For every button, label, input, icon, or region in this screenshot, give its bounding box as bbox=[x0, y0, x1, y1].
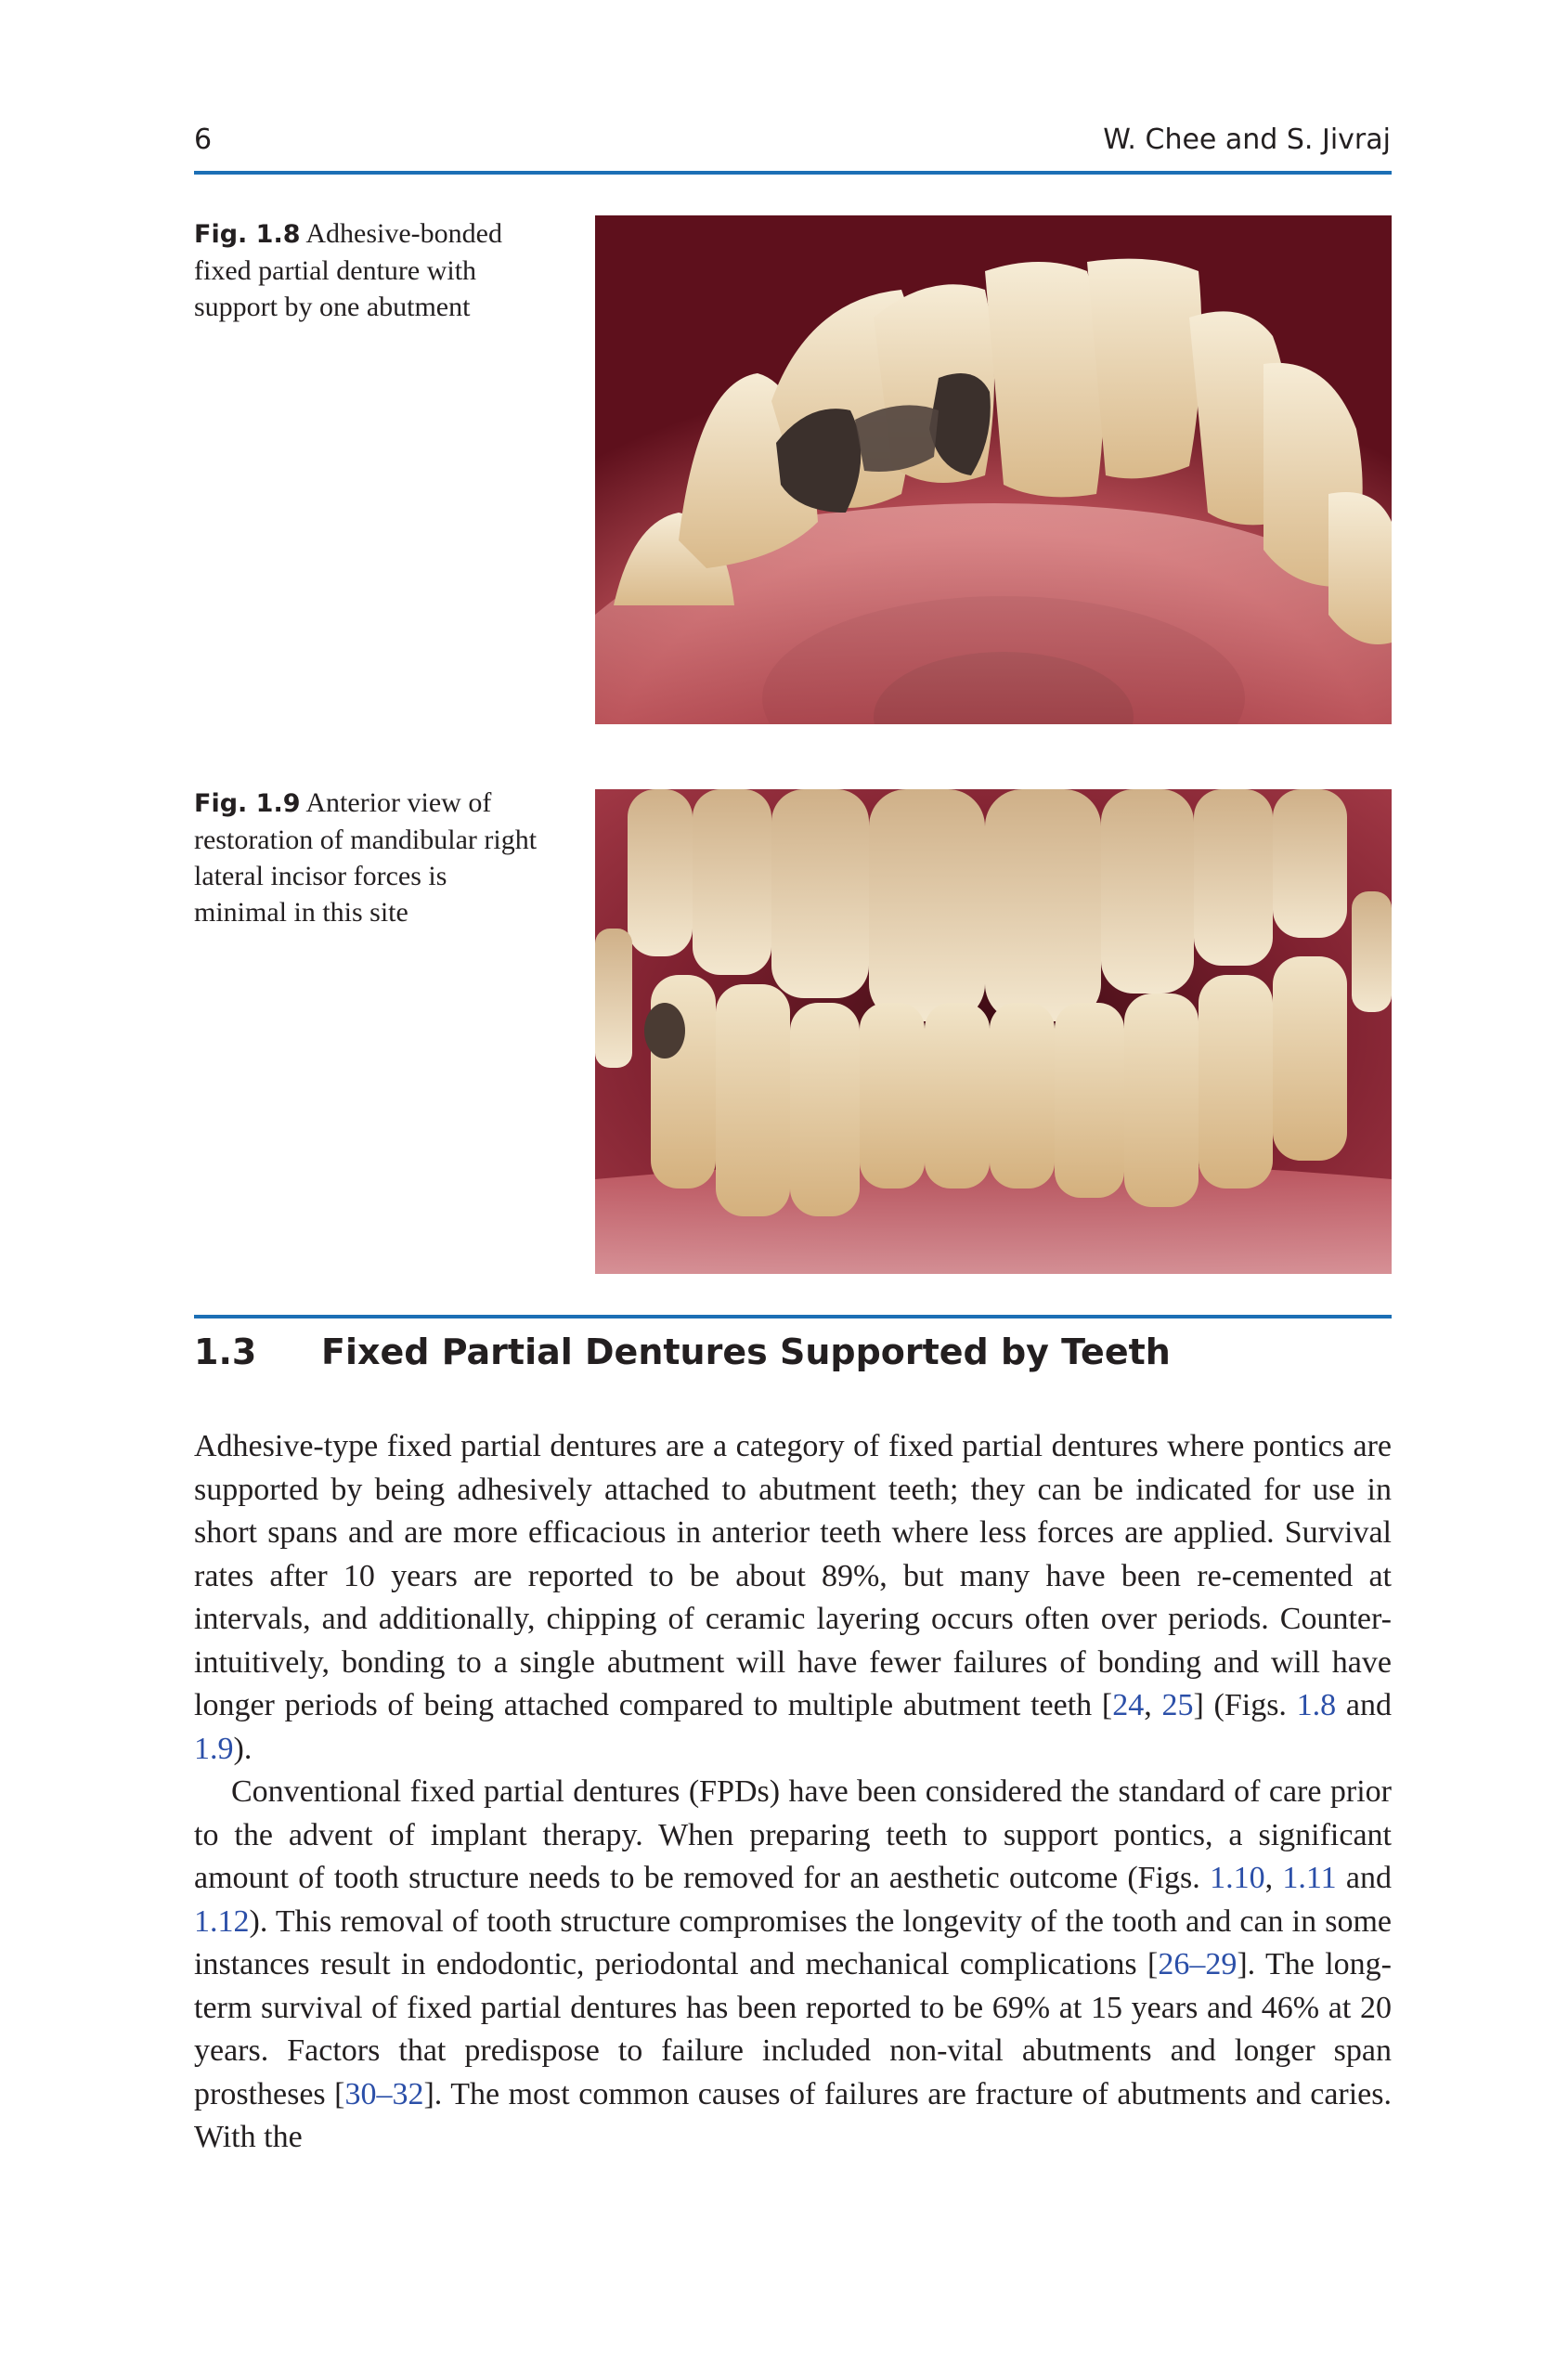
reference-link[interactable]: 1.12 bbox=[194, 1903, 250, 1939]
adhesive-bridge-occlusal-photo bbox=[595, 215, 1392, 724]
figure-caption-1-9 bbox=[194, 785, 538, 930]
body-paragraph-1 bbox=[194, 1425, 1392, 1771]
body-text-run: , bbox=[1264, 1861, 1283, 1895]
reference-link[interactable]: 24 bbox=[1112, 1688, 1145, 1722]
body-text-run: Conventional fixed partial dentures (FPDs) have been considered the standard of care prior to the advent of implant therapy. When preparing teeth to support pontics, a significant amount of tooth structure needs to be removed for an aesthetic outcome (Figs. bbox=[194, 1774, 1392, 1895]
body-text-run: , bbox=[1144, 1688, 1162, 1722]
reference-link[interactable]: 1.8 bbox=[1296, 1688, 1337, 1722]
body-text-run: ). This removal of tooth structure compromises the longevity of the tooth and can in some instances result in endodontic, periodontal and mechanical complications [ bbox=[194, 1903, 1392, 1981]
body-paragraph-2 bbox=[194, 1771, 1392, 2160]
figure-label-1-9: Fig. 1.9 bbox=[194, 789, 301, 818]
body-text-run: and bbox=[1336, 1688, 1393, 1722]
body-text-run: ] (Figs. bbox=[1193, 1688, 1297, 1722]
reference-link[interactable]: 1.11 bbox=[1282, 1861, 1337, 1895]
figure-caption-text-1-9: Anterior view of restoration of mandibular right lateral incisor forces is minimal in this site bbox=[194, 787, 538, 928]
figure-label-1-8: Fig. 1.8 bbox=[194, 220, 301, 249]
running-head-authors: W. Chee and S. Jivraj bbox=[1103, 123, 1391, 156]
anterior-teeth-photo bbox=[595, 789, 1392, 1274]
header-rule bbox=[194, 171, 1392, 175]
section-heading bbox=[194, 1330, 1171, 1374]
body-text-run: ). bbox=[233, 1731, 253, 1766]
body-text-run: and bbox=[1336, 1861, 1392, 1895]
body-text-run: ]. The most common causes of failures are fracture of abutments and caries. With the bbox=[194, 2076, 1392, 2154]
reference-link[interactable]: 26–29 bbox=[1158, 1947, 1238, 1981]
figure-photo-1-9 bbox=[595, 789, 1392, 1274]
reference-link[interactable]: 1.9 bbox=[194, 1731, 234, 1766]
section-number: 1.3 bbox=[194, 1331, 257, 1372]
page-number: 6 bbox=[194, 123, 213, 156]
figure-photo-1-8 bbox=[595, 215, 1392, 724]
reference-link[interactable]: 25 bbox=[1161, 1688, 1194, 1722]
section-rule bbox=[194, 1315, 1392, 1318]
figure-caption-1-8 bbox=[194, 215, 538, 325]
reference-link[interactable]: 1.10 bbox=[1210, 1861, 1265, 1895]
body-text-run: ]. The long-term survival of fixed partial dentures has been reported to be 69% at 15 years and 46% at 20 years. Factors that predispose to failure included non-vital abutments and longer span prostheses [ bbox=[194, 1947, 1392, 2111]
reference-link[interactable]: 30–32 bbox=[344, 2076, 424, 2111]
section-title: Fixed Partial Dentures Supported by Teeth bbox=[321, 1331, 1171, 1372]
figure-caption-text-1-8: Adhesive-bonded fixed partial denture with support by one abutment bbox=[194, 218, 502, 322]
body-text-run: Adhesive-type fixed partial dentures are a category of fixed partial dentures where pontics are supported by being adhesively attached to abutment teeth; they can be indicated for use in short spans and are more efficacious in anterior teeth where less forces are applied. Survival rates after 10 years are reported to be about 89%, but many have been re-cemented at intervals, and additionally, chipping of ceramic layering occurs often over periods. Counter-intuitively, bonding to a single abutment will have fewer failures of bonding and will have longer periods of being attached compared to multiple abutment teeth [ bbox=[194, 1429, 1392, 1722]
